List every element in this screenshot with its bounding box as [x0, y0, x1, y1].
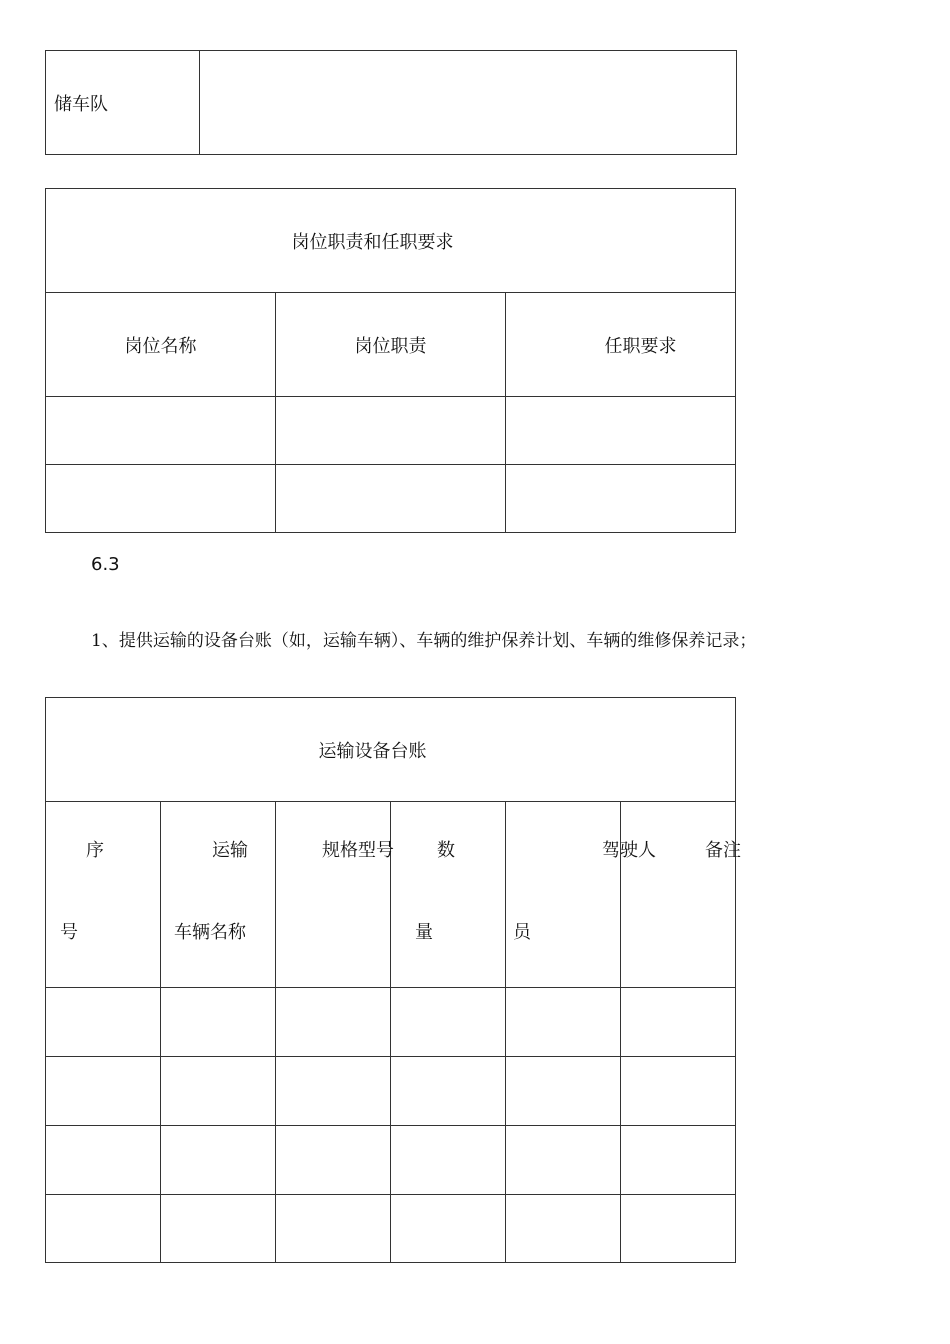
equipment-row3-remarks[interactable]: [621, 1126, 736, 1195]
header-serial-line1: 序: [86, 840, 104, 861]
equipment-row1-driver[interactable]: [506, 988, 621, 1057]
job-row1-requirements[interactable]: [506, 397, 736, 465]
equipment-row4-quantity[interactable]: [391, 1195, 506, 1263]
header-serial-line2: 号: [60, 922, 78, 943]
section-item-text: 1、提供运输的设备台账（如，运输车辆）、车辆的维护保养计划、车辆的维修保养记录；: [91, 631, 757, 651]
equipment-row3-quantity[interactable]: [391, 1126, 506, 1195]
equipment-row2-spec[interactable]: [276, 1057, 391, 1126]
job-row2-duties[interactable]: [276, 465, 506, 533]
equipment-row1-spec[interactable]: [276, 988, 391, 1057]
header-vehicle-name-line1: 运输: [212, 840, 248, 861]
header-remarks-cell: [621, 802, 741, 988]
equipment-row3-serial[interactable]: [46, 1126, 161, 1195]
header-quantity-line2: 量: [415, 922, 433, 943]
equipment-row4-remarks[interactable]: [621, 1195, 736, 1263]
header-quantity-line1: 数: [437, 840, 455, 861]
equipment-row4-serial[interactable]: [46, 1195, 161, 1263]
job-row2-requirements[interactable]: [506, 465, 736, 533]
header-vehicle-name-line2: 车辆名称: [174, 922, 246, 943]
transport-equipment-table: [45, 697, 741, 1263]
header-vehicle-name-cell: [161, 802, 276, 988]
job-duties-title: 岗位职责和任职要求: [291, 231, 454, 253]
job-row1-name[interactable]: [46, 397, 276, 465]
equipment-row2-quantity[interactable]: [391, 1057, 506, 1126]
job-row1-duties[interactable]: [276, 397, 506, 465]
equipment-title-cell: [46, 698, 736, 802]
equipment-row2-serial[interactable]: [46, 1057, 161, 1126]
equipment-row3-spec[interactable]: [276, 1126, 391, 1195]
equipment-row4-driver[interactable]: [506, 1195, 621, 1263]
fleet-label: 储车队: [54, 93, 108, 115]
header-quantity-cell: [391, 802, 506, 988]
header-remarks: 备注: [705, 840, 741, 861]
fleet-table: [45, 50, 737, 155]
header-driver-line1: 驾驶人: [602, 840, 656, 861]
job-duties-title-cell: [46, 189, 736, 293]
equipment-row1-quantity[interactable]: [391, 988, 506, 1057]
header-position-name: 岗位名称: [124, 335, 197, 357]
fleet-value-cell[interactable]: [200, 51, 737, 155]
header-requirements-cell: [506, 293, 736, 397]
equipment-row4-vehicle[interactable]: [161, 1195, 276, 1263]
equipment-row4-spec[interactable]: [276, 1195, 391, 1263]
equipment-row3-driver[interactable]: [506, 1126, 621, 1195]
equipment-row1-serial[interactable]: [46, 988, 161, 1057]
equipment-row2-driver[interactable]: [506, 1057, 621, 1126]
fleet-label-cell: [46, 51, 200, 155]
header-duties-cell: [276, 293, 506, 397]
header-serial-cell: [46, 802, 161, 988]
header-driver-line2: 员: [513, 922, 531, 943]
equipment-row1-vehicle[interactable]: [161, 988, 276, 1057]
header-driver-cell: [506, 802, 656, 988]
equipment-row2-remarks[interactable]: [621, 1057, 736, 1126]
equipment-title: 运输设备台账: [318, 740, 427, 762]
header-requirements: 任职要求: [604, 335, 677, 357]
header-spec: 规格型号: [322, 840, 394, 861]
job-row2-name[interactable]: [46, 465, 276, 533]
equipment-row1-remarks[interactable]: [621, 988, 736, 1057]
equipment-row2-vehicle[interactable]: [161, 1057, 276, 1126]
equipment-row3-vehicle[interactable]: [161, 1126, 276, 1195]
header-spec-cell: [276, 802, 394, 988]
section-number: 6.3: [91, 554, 120, 575]
header-duties: 岗位职责: [354, 335, 427, 357]
header-position-name-cell: [46, 293, 276, 397]
job-duties-table: [45, 188, 736, 533]
